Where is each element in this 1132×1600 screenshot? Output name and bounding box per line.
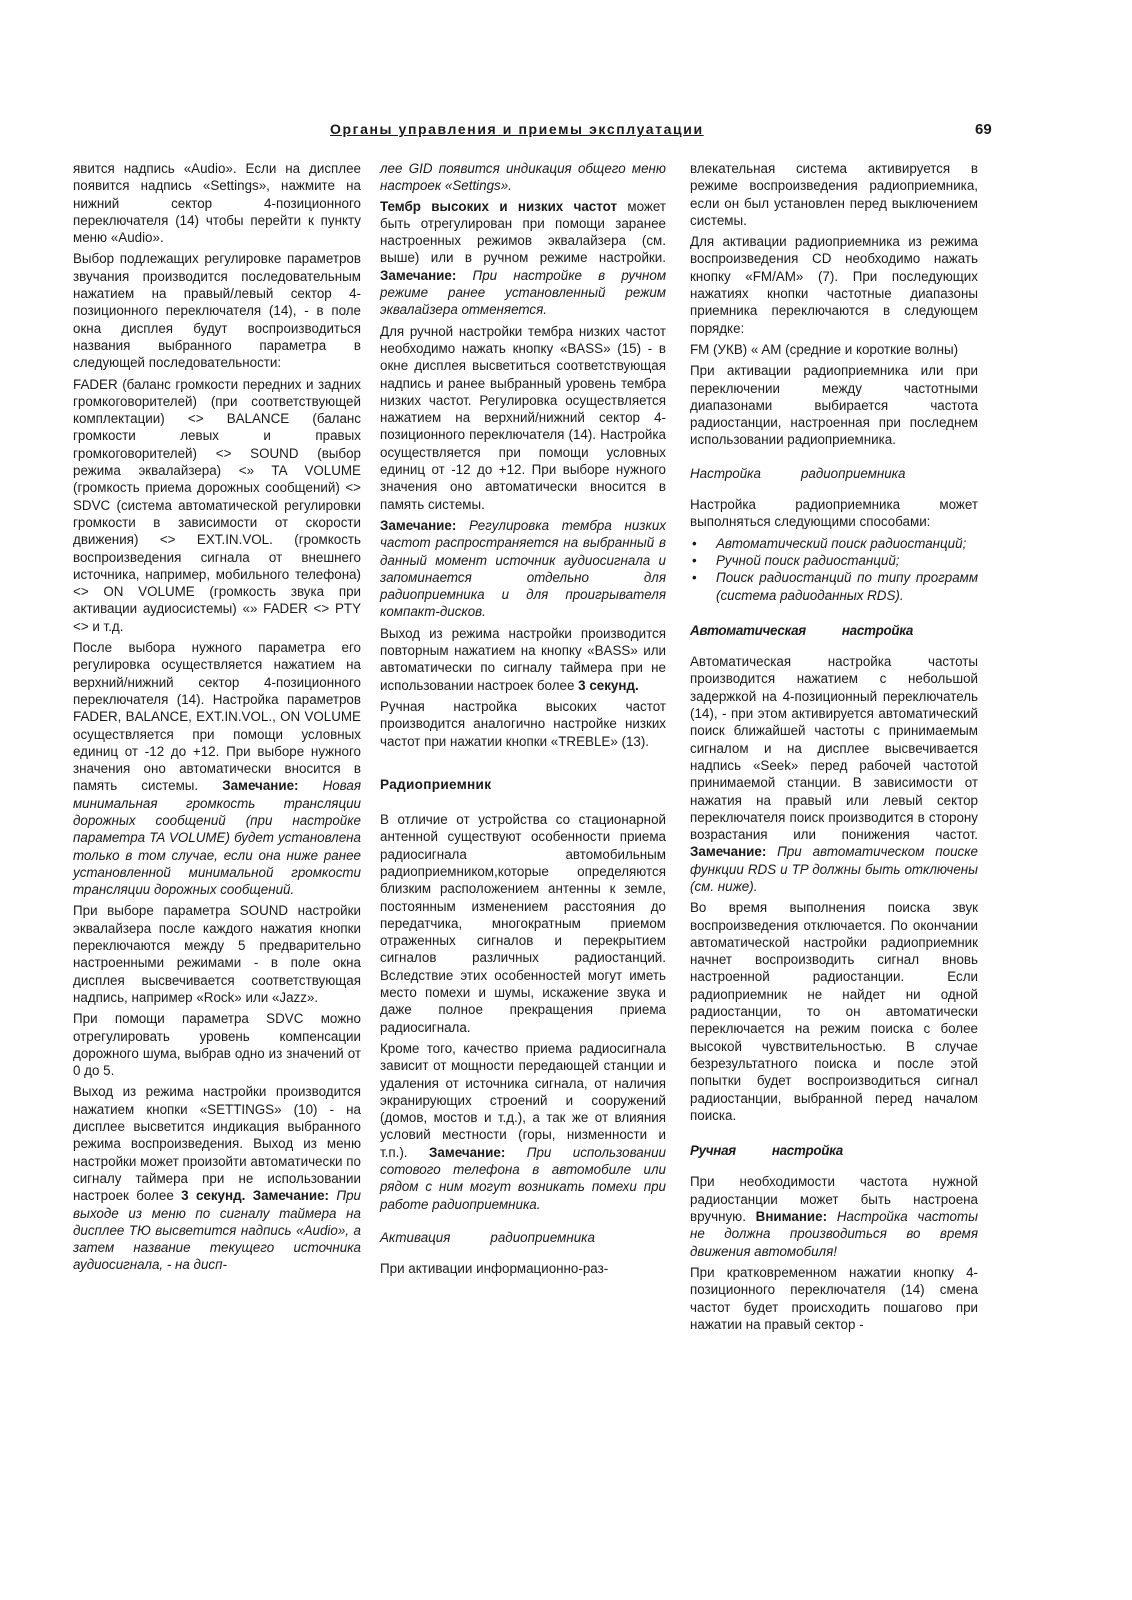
note-text: Новая минимальная громкость трансляции дорожных сообщений (при настройке параметра TA VOLUME) будет установлена только в том случае, если она ниже ранее установленной минимальной громкости трансляции дорожных сообщений. — [73, 778, 361, 898]
paragraph: Для активации радиоприемника из режима воспроизведения CD необходимо нажать кнопку «FM/AM» (7). При последующих нажатиях кнопки частотные диапазоны приемника переключаются в следующем порядке: — [690, 234, 978, 336]
subheading-manual-tuning — [690, 1142, 978, 1159]
paragraph-text: После выбора нужного параметра его регулировка осуществляется нажатием на верхний/нижний сектор 4-позиционного переключателя (14). Настройка параметров FADER, BALANCE, EXT.IN.VOL., ON VOLUME осуществляется при помощи условных единиц от -12 до +12. При выборе нужного значения оно автоматически вносится в память системы. — [73, 640, 361, 794]
paragraph: При помощи параметра SDVC можно отрегулировать уровень компенсации дорожного шума, выбрав одно из значений от 0 до 5. — [73, 1011, 361, 1079]
paragraph: влекательная система активируется в режиме воспроизведения радиоприемника, если он был установлен перед выключением системы. — [690, 161, 978, 228]
paragraph-text: может быть отрегулирован при помощи заранее настроенных режимов эквалайзера (см. выше) или в ручном режиме настройки. — [380, 198, 666, 266]
subheading-word: Автоматическая — [690, 622, 806, 638]
list-item: • Поиск радиостанций по типу программ (система радиоданных RDS). — [690, 569, 978, 604]
paragraph: Настройка радиоприемника может выполняться следующими способами: — [690, 497, 978, 530]
paragraph: При выборе параметра SOUND настройки эквалайзера после каждого нажатия кнопки переключаются между 5 предварительно настроенными режимами - в поле окна дисплея высвечивается соответствующая надпись, например «Rock» или «Jazz». — [73, 903, 361, 1005]
column-1 — [73, 160, 361, 1278]
note-label: Замечание: — [428, 1144, 506, 1160]
note-label: Замечание: — [380, 267, 457, 283]
paragraph — [690, 1173, 978, 1259]
paragraph-text: При необходимости частота нужной радиостанции может быть настроена вручную. — [690, 1174, 978, 1225]
paragraph: При активации радиоприемника или при переключении между частотными диапазонами выбирается частота радиостанции, настроенная при последнем использовании радиоприемника. — [690, 363, 978, 448]
paragraph: При активации информационно-раз- — [380, 1261, 609, 1277]
paragraph: лее GID появится индикация общего меню настроек «Settings». — [380, 161, 666, 194]
paragraph: В отличие от устройства со стационарной антенной существуют особенности приема радиосигнала автомобильным радиоприемником,которые определяются близким расположением антенны к земле, постоянным изменением расстояния до передатчика, многократным приемом отраженных сигналов и перекрытием сигналов различных радиостанций. Вследствие этих особенностей могут иметь место помехи и шумы, искажение звука и даже полное прекращения приема радиосигнала. — [380, 812, 666, 1035]
topic-label: Тембр высоких и низких частот — [380, 198, 618, 214]
paragraph: При кратковременном нажатии кнопку 4-позиционного переключателя (14) смена частот будет происходить пошагово при нажатии на правый сектор - — [690, 1264, 978, 1332]
paragraph — [380, 517, 666, 621]
subheading-tuning — [690, 465, 978, 482]
emphasis: 3 секунд. — [181, 1188, 246, 1204]
subheading-word: радиоприемника — [490, 1229, 595, 1245]
tuning-methods-list — [690, 535, 978, 604]
warning-text: Настройка частоты не должна производиться во время движения автомобиля! — [690, 1209, 978, 1259]
paragraph-text: Автоматическая настройка частоты производится нажатием с небольшой задержкой на 4-позиционный переключатель (14), - при этом активируется автоматический поиск ближайшей частоты с принимаемым сигналом и на дисплее высвечивается надпись «Seek» перед рабочей частотой принимаемой станции. В зависимости от нажатия на правый или левый сектор переключателя поиск производится в сторону возрастания или понижения частот. — [690, 654, 978, 843]
emphasis: 3 секунд. — [578, 677, 639, 693]
paragraph — [380, 198, 666, 319]
list-item: • Ручной поиск радиостанций; — [690, 552, 978, 569]
column-2 — [380, 160, 666, 1282]
subheading-word: настройка — [841, 622, 914, 638]
note-text: При настройке в ручном режиме ранее установленный режим эквалайзера отменяется. — [380, 267, 666, 318]
header-title: Органы управления и приемы эксплуатации — [330, 121, 704, 137]
note-label: Замечание: — [252, 1188, 329, 1204]
warning-label: Внимание: — [755, 1209, 828, 1225]
note-text: При автоматическом поиске функции RDS и TP должны быть отключены (см. ниже). — [690, 844, 978, 894]
paragraph: FM (УКВ) « AM (средние и короткие волны) — [690, 341, 959, 357]
note-label: Замечание: — [222, 778, 299, 794]
page-header — [0, 121, 1132, 143]
section-heading-radio: Радиоприемник — [380, 776, 492, 792]
paragraph: явится надпись «Audio». Если на дисплее появится надпись «Settings», нажмите на нижний сектор 4-позиционного переключателя (14) чтобы перейти к пункту меню «Audio». — [73, 161, 361, 246]
note-text: При выходе из меню по сигналу таймера на дисплее ТЮ высветится надпись «Audio», а затем название текущего источника аудиосигнала, - на дисп- — [73, 1188, 361, 1273]
subheading-word: Ручная — [690, 1143, 736, 1159]
note-text: Регулировка тембра низких частот распространяется на выбранный в данный момент источник аудиосигнала и запоминается отдельно для радиоприемника и для проигрывателя компакт-дисков. — [380, 517, 666, 620]
list-item: • Автоматический поиск радиостанций; — [690, 535, 978, 552]
subheading-word: Настройка — [690, 465, 761, 481]
subheading-word: Активация — [380, 1229, 451, 1245]
column-3 — [690, 160, 978, 1337]
paragraph — [690, 653, 978, 895]
note-label: Замечание: — [690, 844, 767, 860]
paragraph: Выбор подлежащих регулировке параметров звучания производится последовательным нажатием на правый/левый сектор 4-позиционного переключателя (14), - в поле окна дисплея будут воспроизводиться названия выбранного параметра в следующей последовательности: — [73, 251, 361, 371]
paragraph: Для ручной настройки тембра низких частот необходимо нажать кнопку «BASS» (15) - в окне дисплея высветиться соответствующая надпись и ранее выбранный уровень тембра низких частот. Регулировка осуществляется нажатием на верхний/нижний сектор 4-позиционного переключателя (14). Настройка осуществляется при помощи условных единиц от -12 до +12. При выборе нужного значения оно автоматически вносится в память системы. — [380, 323, 666, 512]
paragraph: Во время выполнения поиска звук воспроизведения отключается. По окончании автоматической настройки радиоприемник начнет воспроизводить сигнал вновь настроенной радиостанции. Если радиоприемник не найдет ни одной радиостанции, то он автоматически переключается на режим поиска с более высокой чувствительностью. В случае безрезультатного поиска и после этой попытки будет воспроизводиться сигнал радиостанции, выбранной перед началом поиска. — [690, 900, 978, 1123]
subheading-word: радиоприемника — [800, 465, 906, 481]
note-label: Замечание: — [380, 517, 457, 533]
subheading-word: настройка — [771, 1143, 843, 1159]
paragraph-text: Кроме того, качество приема радиосигнала зависит от мощности передающей станции и удаления от источника сигнала, от наличия экранирующих строений и сооружений (домов, мостов и т.д.), а так же от влияния условий местности (горы, низменности и т.п.). — [380, 1040, 666, 1160]
paragraph: Ручная настройка высоких частот производится аналогично настройке низких частот при нажатии кнопки «TREBLE» (13). — [380, 698, 666, 749]
paragraph-text: Выход из режима настройки производится повторным нажатием на кнопку «BASS» или автоматически по сигналу таймера при не использовании настроек более — [380, 625, 666, 693]
paragraph-text: Выход из режима настройки производится нажатием кнопки «SETTINGS» (10) - на дисплее высветится индикация выбранного режима воспроизведения. Выход из меню настройки может произойти автоматически по сигналу таймера при не использовании настроек более — [73, 1084, 361, 1204]
page-number: 69 — [975, 121, 992, 138]
paragraph — [380, 625, 666, 694]
note-text: При использовании сотового телефона в автомобиле или рядом с ним могут возникать помехи при работе радиоприемника. — [380, 1144, 666, 1212]
subheading-activation — [380, 1229, 666, 1246]
paragraph — [73, 1083, 361, 1273]
subheading-auto-tuning — [690, 622, 978, 639]
paragraph — [380, 1040, 666, 1213]
paragraph — [73, 639, 361, 898]
paragraph: FADER (баланс громкости передних и задних громкоговорителей) (при соответствующей комплектации) <> BALANCE (баланс громкости левых и правых громкоговорителей) <> SOUND (выбор режима эквалайзера) <» TA VOLUME (громкость приема дорожных сообщений) <> SDVC (система автоматической регулировки громкости в зависимости от скорости движения) <> EXT.IN.VOL. (громкость воспроизведения сигнала от внешнего источника, например, мобильного телефона) <> ON VOLUME (громкость звука при активации аудиосистемы) «» FADER <> PTY <> и т.д. — [73, 376, 361, 634]
